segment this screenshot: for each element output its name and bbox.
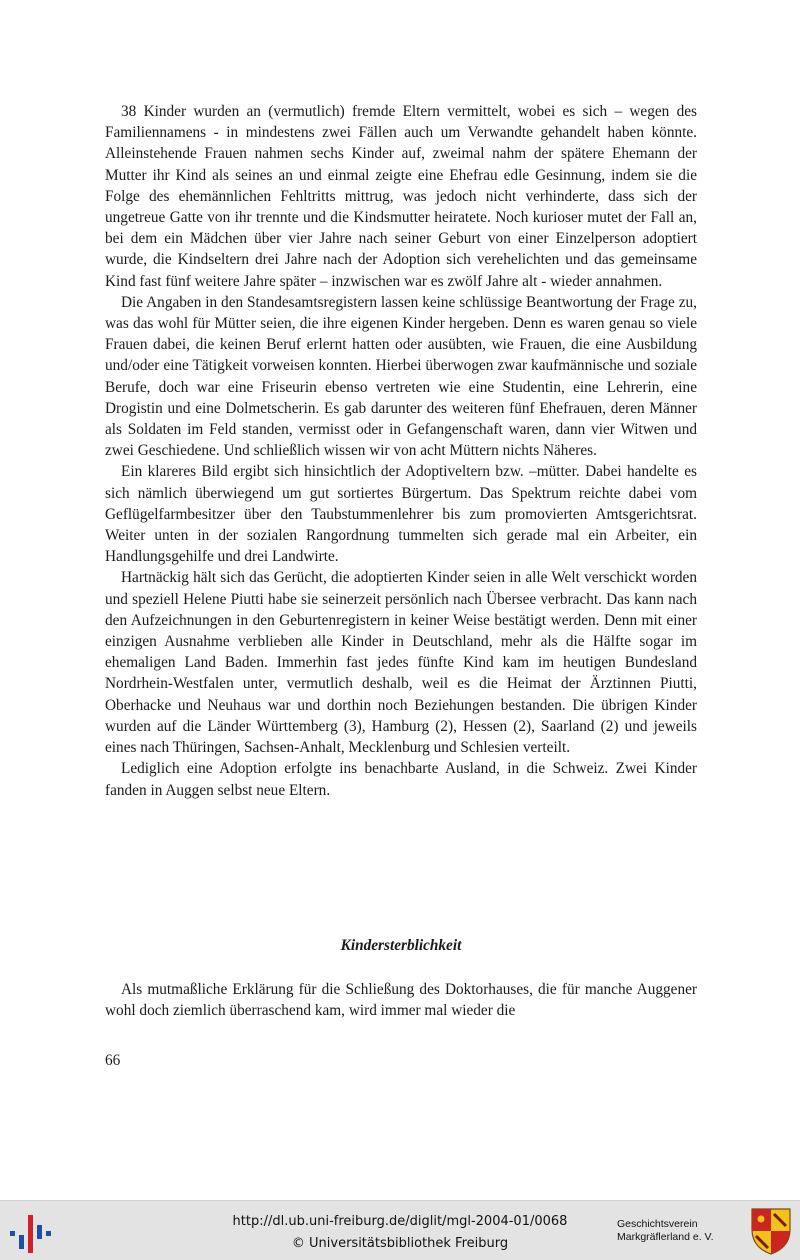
footer-bar [0, 1200, 800, 1260]
paragraph: Als mutmaßliche Erklärung für die Schließung des Doktorhauses, die für manche Auggener wohl doch ziemlich überraschend kam, wird immer mal wieder die [105, 981, 697, 1020]
body-text-continued [105, 979, 697, 1021]
page-number: 66 [105, 1052, 121, 1069]
paragraph: 38 Kinder wurden an (vermutlich) fremde Eltern vermittelt, wobei es sich – wegen des Familiennamens - in mindestens zwei Fällen auch um Verwandte gehandelt haben könnte. Alleinstehende Frauen nahmen sechs Kinder auf, zweimal nahm der spätere Ehemann der Mutter ihr Kind als seines an und einmal zeigte eine Ehefrau edle Gesinnung, indem sie die Folge des ehemännlichen Fehltritts mittrug, was jedoch nicht verhinderte, dass sich der ungetreue Gatte von ihr trennte und die Kindsmutter heiratete. Noch kurioser mutet der Fall an, bei dem ein Mädchen über vier Jahre nach seiner Geburt von einer Einzelperson adoptiert wurde, die Kindseltern drei Jahre nach der Adoption sich verehelichten und das gemeinsame Kind fast fünf weitere Jahre später – inzwischen war es zwölf Jahre alt - wieder annahmen. [105, 103, 697, 290]
paragraph: Hartnäckig hält sich das Gerücht, die adoptierten Kinder seien in alle Welt verschickt worden und speziell Helene Piutti habe sie seinerzeit persönlich nach Übersee verbracht. Das kann nach den Aufzeichnungen in den Geburtenregistern in keiner Weise bestätigt werden. Denn mit einer einzigen Ausnahme verblieben alle Kinder in Deutschland, mehr als die Hälfte sogar im ehemaligen Land Baden. Immerhin fast jedes fünfte Kind kam im heutigen Bundesland Nordrhein-Westfalen unter, vermutlich deshalb, weil es die Heimat der Ärztinnen Piutti, Oberhacke und Neuhaus war und dorthin noch Beziehungen bestanden. Die übrigen Kinder wurden auf die Länder Württemberg (3), Hamburg (2), Hessen (2), Saarland (2) und jeweils eines nach Thüringen, Sachsen-Anhalt, Mecklenburg und Schlesien verteilt. [105, 569, 697, 757]
section-heading: Kindersterblichkeit [340, 937, 462, 954]
paragraph: Die Angaben in den Standesamtsregistern lassen keine schlüssige Beantwortung der Frage zu, was das wohl für Mütter seien, die ihre eigenen Kinder hergeben. Denn es waren genau so viele Frauen dabei, die keinen Beruf erlernt hatten oder ausübten, wie Frauen, die eine Ausbildung und/oder eine Tätigkeit vorweisen konnten. Hierbei überwogen zwar kaufmännische und soziale Berufe, doch war eine Friseurin ebenso vertreten wie eine Studentin, eine Lehrerin, eine Drogistin und eine Dolmetscherin. Es gab darunter des weiteren fünf Ehefrauen, deren Männer als Soldaten im Feld standen, vermisst oder in Gefangenschaft waren, dann vier Witwen und zwei Geschiedene. Und schließlich wissen wir von acht Müttern nichts Näheres. [105, 293, 697, 460]
footer-url-link[interactable]: http://dl.ub.uni-freiburg.de/diglit/mgl-2004-01/0068 [232, 1214, 568, 1229]
society-line-2: Markgräflerland e. V. [617, 1231, 714, 1243]
paragraph: Lediglich eine Adoption erfolgte ins benachbarte Ausland, in die Schweiz. Zwei Kinder fanden in Auggen selbst neue Eltern. [105, 760, 697, 799]
society-line-1: Geschichtsverein [617, 1218, 698, 1230]
society-name [617, 1218, 714, 1244]
coat-of-arms-icon[interactable] [750, 1206, 792, 1256]
paragraph: Ein klareres Bild ergibt sich hinsichtlich der Adoptiveltern bzw. –mütter. Dabei handelte es sich nämlich überwiegend um gut sortiertes Bürgertum. Das Spektrum reichte dabei vom Geflügelfarmbesitzer über den Taubstummenlehrer bis zum promovierten Amtsgerichtsrat. Weiter unten in der sozialen Rangordnung tummelten sich gerade mal ein Arbeiter, ein Handlungsgehilfe und drei Landwirte. [105, 463, 697, 566]
footer-copyright: © Universitätsbibliothek Freiburg [291, 1236, 509, 1251]
library-logo-icon[interactable] [8, 1209, 54, 1255]
body-text [105, 101, 697, 801]
